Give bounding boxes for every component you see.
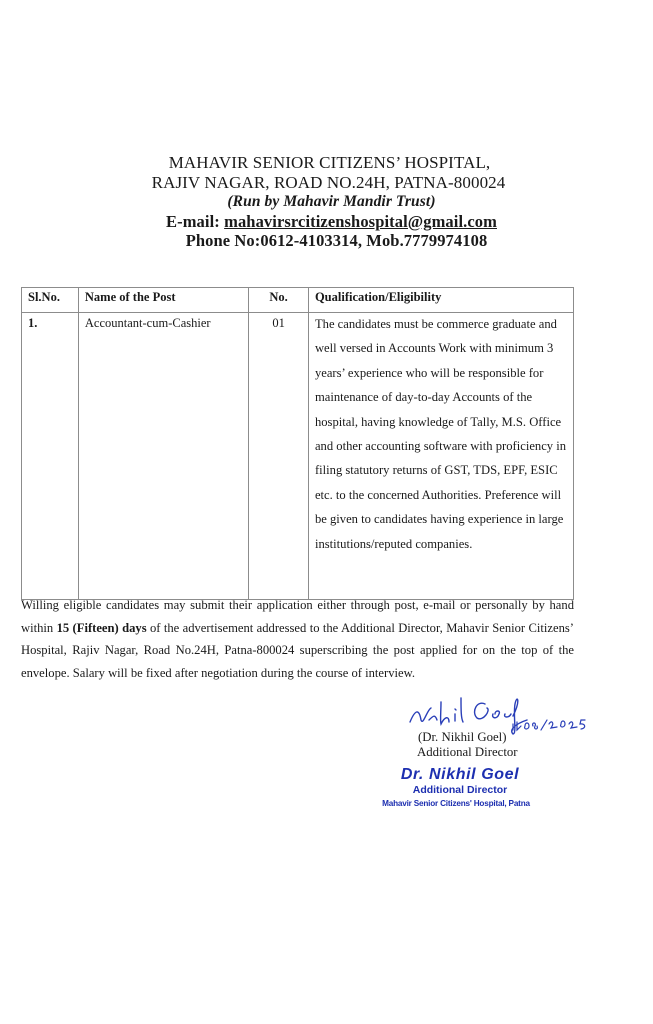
header-count: No.: [249, 288, 309, 313]
stamp-name: Dr. Nikhil Goel: [400, 766, 520, 783]
hospital-name: MAHAVIR SENIOR CITIZENS’ HOSPITAL,: [168, 153, 491, 172]
application-notice: [21, 594, 574, 684]
qualification-text: The candidates must be commerce graduate and well versed in Accounts Work with minimum 3 years’ experience who will be responsible for maintenance of day-to-day Accounts of the hospital, having knowledge of Tally, M.S. Office and other accounting software with proficiency in filing statutory returns of GST, TDS, EPF, ESIC etc. to the concerned Authorities. Preference will be given to candidates having experience in large institutions/reputed companies.: [314, 317, 567, 551]
notice-deadline: 15 (Fifteen) days: [56, 620, 147, 635]
phone-line: Phone No:0612-4103314, Mob.7779974108: [185, 231, 488, 250]
notice-text-1: Willing eligible candidates may submit their application either through post, e-mail or personally by hand within: [21, 598, 574, 635]
header-qualification: Qualification/Eligibility: [308, 288, 573, 313]
hospital-address: RAJIV NAGAR, ROAD NO.24H, PATNA-800024: [151, 172, 506, 192]
email-link[interactable]: mahavirsrcitizenshospital@gmail.com: [224, 211, 497, 231]
signatory-name: (Dr. Nikhil Goel): [418, 730, 507, 744]
stamp-organization: Mahavir Senior Citizens' Hospital, Patna: [382, 799, 530, 808]
signatory-title: Additional Director: [417, 745, 518, 759]
table-header-row: [22, 288, 574, 313]
cell-count: 01: [249, 313, 309, 600]
header-sl-no: Sl.No.: [22, 288, 79, 313]
cell-sl-no: 1.: [22, 313, 79, 600]
stamp-title: Additional Director: [412, 784, 508, 796]
header-post-name: Name of the Post: [78, 288, 248, 313]
official-stamp: [360, 766, 560, 810]
table-row: [22, 313, 574, 600]
email-label: E-mail:: [166, 211, 225, 231]
email-line: [0, 212, 653, 232]
cell-post-name: Accountant-cum-Cashier: [78, 313, 248, 600]
cell-qualification: [308, 313, 573, 600]
letterhead: [0, 153, 653, 251]
posts-table: [21, 287, 574, 600]
notice-text-2: of the advertisement addressed to the Additional Director, Mahavir Senior Citizens’ Hospital, Rajiv Nagar, Road No.24H, Patna-800024 superscribing the post applied for on the top of the envelope. Salary will be fixed after negotiation during the course of interview.: [21, 620, 574, 680]
trust-line: (Run by Mahavir Mandir Trust): [227, 193, 436, 210]
